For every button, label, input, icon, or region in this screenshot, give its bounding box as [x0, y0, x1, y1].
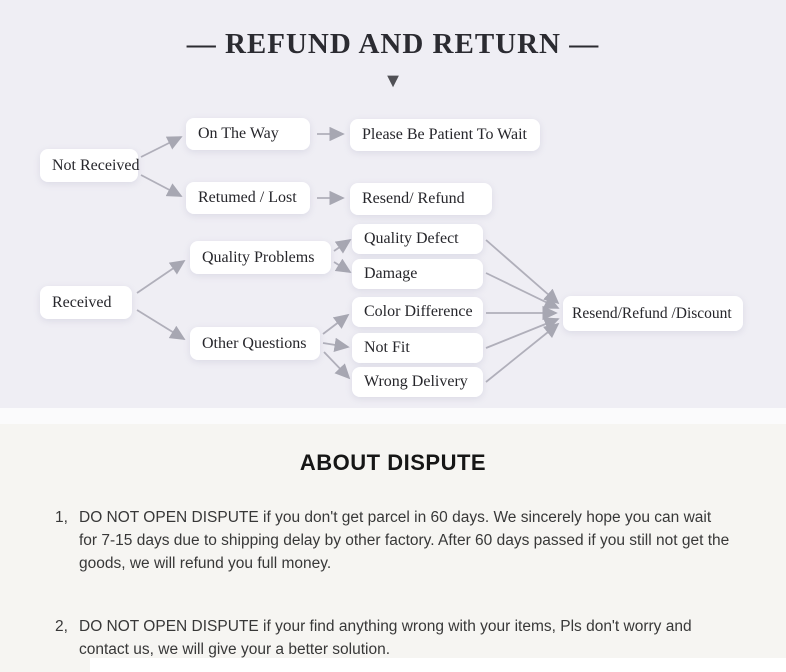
flow-node-resend-refund-discount: [563, 296, 743, 331]
page-title: — REFUND AND RETURN —: [186, 28, 600, 60]
arrow-notreceived-returnedlost: [141, 175, 181, 196]
flow-node-on-the-way: [186, 118, 310, 150]
arrow-notreceived-ontheway: [141, 137, 181, 157]
flow-node-color-difference: [352, 297, 483, 327]
flow-node-label: Not Received: [52, 156, 140, 174]
bottom-white-strip: [90, 658, 786, 672]
flow-node-resend-refund: [350, 183, 492, 215]
dispute-heading: ABOUT DISPUTE: [299, 450, 487, 475]
flow-node-label: Wrong Delivery: [364, 373, 468, 390]
flow-node-label: Color Difference: [364, 303, 473, 320]
chevron-down-icon: ▼: [383, 70, 403, 92]
flow-node-quality-problems: [190, 241, 331, 274]
flow-node-wrong-delivery: [352, 367, 483, 397]
flow-node-label: Please Be Patient To Wait: [362, 126, 527, 143]
paragraph-number: 2,: [55, 618, 68, 635]
paragraph-number: 1,: [55, 509, 68, 526]
arrow-otherquestions-notfit: [323, 343, 348, 347]
flow-node-label: Quality Problems: [202, 248, 315, 266]
flow-node-label: Retumed / Lost: [198, 189, 297, 206]
arrow-qualitydefect-discount: [486, 240, 558, 303]
paragraph-text: DO NOT OPEN DISPUTE if your find anything wrong with your items, Pls don't worry and contact us, we will give your a better solution.: [79, 618, 692, 658]
arrow-otherquestions-colordifference: [323, 315, 348, 334]
flow-node-not-fit: [352, 333, 483, 363]
arrow-qualityproblems-damage: [334, 262, 350, 272]
flow-node-label: Quality Defect: [364, 230, 459, 247]
flow-node-damage: [352, 259, 483, 289]
flow-node-returned-lost: [186, 182, 310, 214]
flow-node-label: Resend/Refund /Discount: [572, 304, 732, 322]
section-divider: [0, 408, 786, 424]
paragraph-text: DO NOT OPEN DISPUTE if you don't get parcel in 60 days. We sincerely hope you can wait for 7-15 days due to shipping delay by other factory. After 60 days passed if you still not get the goods, we will refund you full money.: [79, 509, 730, 572]
flow-node-label: Resend/ Refund: [362, 190, 465, 207]
flow-node-label: Received: [52, 293, 112, 311]
flow-node-received: [40, 286, 132, 319]
dispute-paragraph-1: [55, 506, 731, 575]
arrow-received-qualityproblems: [137, 261, 184, 293]
arrow-qualityproblems-qualitydefect: [334, 240, 350, 251]
flow-node-label: Damage: [364, 265, 418, 282]
flow-node-not-received: [40, 149, 138, 182]
flow-node-quality-defect: [352, 224, 483, 254]
flow-node-label: On The Way: [198, 125, 279, 142]
arrow-otherquestions-wrongdelivery: [324, 352, 349, 378]
arrow-damage-discount: [486, 273, 558, 308]
flow-node-label: Other Questions: [202, 334, 307, 352]
flow-node-label: Not Fit: [364, 339, 410, 356]
arrow-received-otherquestions: [137, 310, 184, 339]
flow-node-please-wait: [350, 119, 540, 151]
dispute-paragraph-2: [55, 615, 731, 661]
about-dispute-section: [0, 424, 786, 672]
flow-node-other-questions: [190, 327, 320, 360]
